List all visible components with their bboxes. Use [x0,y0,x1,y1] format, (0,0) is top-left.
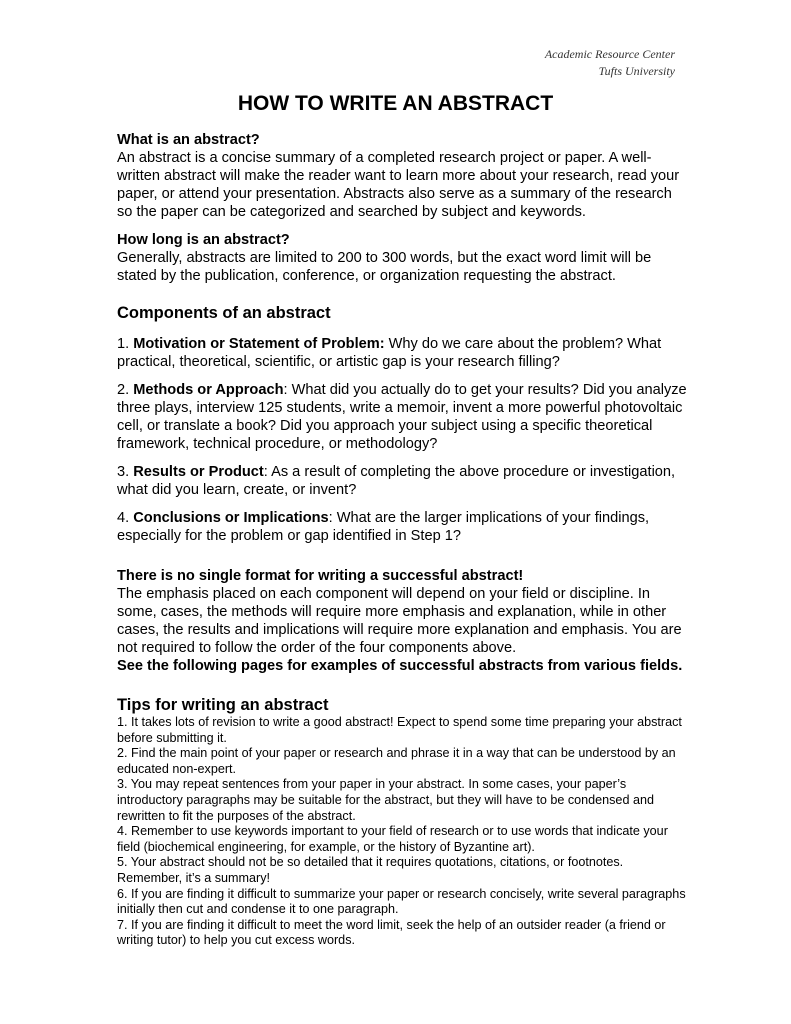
section-text: Generally, abstracts are limited to 200 to 300 words, but the exact word limit will be stated by the publication, conference, or organization requesting the abstract. [117,250,652,284]
tip-item: 1. It takes lots of revision to write a good abstract! Expect to spend some time preparing your abstract before submitting it. [117,715,682,745]
tip-item: 2. Find the main point of your paper or research and phrase it in a way that can be understood by an educated non-expert. [117,746,676,776]
section-heading: There is no single format for writing a successful abstract! [117,568,524,584]
component-item: 4. Conclusions or Implications: What are the larger implications of your findings, especially for the problem or gap identified in Step 1? [117,510,650,544]
component-item: 2. Methods or Approach: What did you actually do to get your results? Did you analyze three plays, interview 125 students, write a memoir, invent a more powerful photovoltaic cell, or translate a book? Did you approach your subject using a specific theoretical framework, technical procedure, or methodology? [117,382,687,452]
section-heading: What is an abstract? [117,132,260,148]
component-item: 1. Motivation or Statement of Problem: Why do we care about the problem? What practical, theoretical, scientific, or artistic gap is your research filling? [117,336,662,370]
tip-item: 7. If you are finding it difficult to meet the word limit, seek the help of an outsider reader (a friend or writing tutor) to help you cut excess words. [117,917,666,948]
page-header [545,46,675,80]
section-footer: See the following pages for examples of successful abstracts from various fields. [117,658,683,674]
section-text: An abstract is a concise summary of a completed research project or paper. A well-written abstract will make the reader want to learn more about your research, read your paper, or attend your presentation. Abstracts also serve as a summary of the research so the paper can be categorized and searched by subject and keywords. [117,150,680,220]
document-body [117,131,687,949]
section-tips [117,715,687,949]
section-format [117,567,687,675]
tip-item: 5. Your abstract should not be so detailed that it requires quotations, citations, or footnotes. Remember, it’s a summary! [117,855,624,885]
section-how-long [117,231,687,285]
tip-item: 6. If you are finding it difficult to summarize your paper or research concisely, write several paragraphs initially then cut and condense it to one paragraph. [117,886,686,917]
tip-item: 3. You may repeat sentences from your paper in your abstract. In some cases, your paper’s introductory paragraphs may be suitable for the abstract, but they will have to be condensed and rewritten to fit the purposes of the abstract. [117,777,654,823]
page-title: HOW TO WRITE AN ABSTRACT [237,92,554,115]
section-components [117,303,687,545]
section-what [117,131,687,221]
section-heading: Tips for writing an abstract [117,696,329,714]
component-item: 3. Results or Product: As a result of completing the above procedure or investigation, what did you learn, create, or invent? [117,464,676,498]
tip-item: 4. Remember to use keywords important to your field of research or to use words that indicate your field (biochemical engineering, for example, or the history of Byzantine art). [117,824,668,854]
section-text: The emphasis placed on each component will depend on your field or discipline. In some, cases, the methods will require more emphasis and explanation, while in other cases, the results and implications will require more explanation and emphasis. You are not required to follow the order of the four components above. [117,586,682,656]
header-org: Academic Resource Center [544,47,675,61]
header-university: Tufts University [598,64,675,78]
section-heading: How long is an abstract? [117,232,290,248]
tips-heading-wrap [117,695,687,715]
section-heading: Components of an abstract [117,304,331,322]
